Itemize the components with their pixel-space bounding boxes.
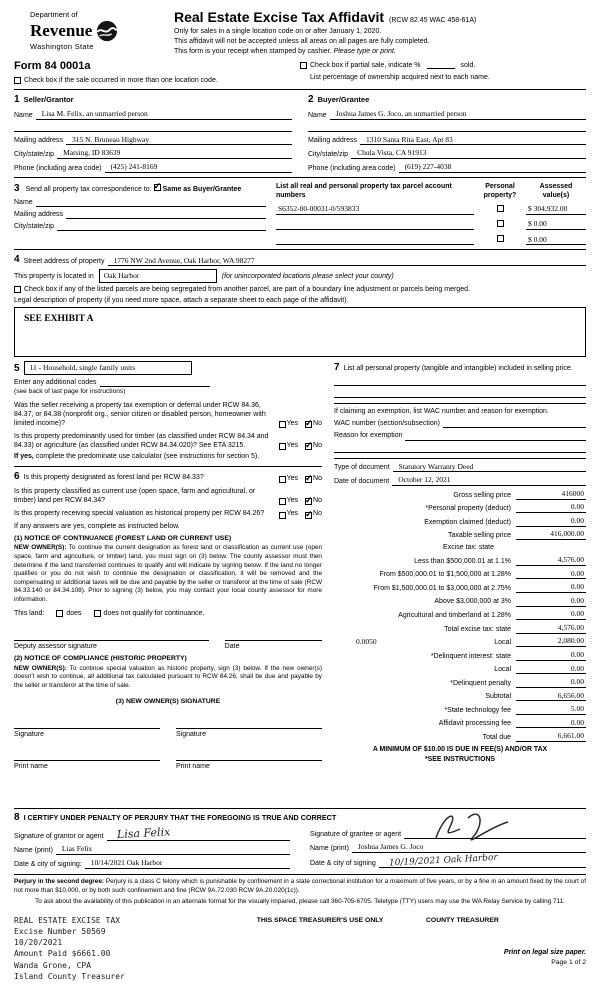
tier3-value[interactable]: 0.00 [516, 582, 586, 593]
personal-property-deduct-row [334, 502, 586, 513]
tier1-row [334, 555, 586, 566]
section-forest-land [14, 466, 322, 771]
gross-selling-price-value[interactable]: 416000 [516, 489, 586, 500]
parcel-row [276, 204, 586, 215]
parcel-3-assessed-field[interactable]: $ 0.00 [526, 235, 586, 246]
stamp-line: REAL ESTATE EXCISE TAX [14, 915, 120, 925]
new-owner-print-1-field[interactable] [14, 751, 160, 761]
header-note-1: Only for sales in a single location code on or after January 1, 2020. [174, 28, 382, 36]
buyer-phone-label: Phone (including area code) [308, 164, 396, 172]
top-options-row [14, 59, 586, 84]
partial-sale-percent-field[interactable] [427, 61, 455, 69]
state-technology-fee-value[interactable]: 5.00 [516, 704, 586, 715]
notice2-title: (2) NOTICE OF COMPLIANCE (HISTORIC PROPERTY) [14, 654, 187, 662]
perjury-body: Perjury is a class C felony which is punishable by confinement in a state correctional institution for a maximum of five years, or by a fine in an amount fixed by the court of not more than $10,000, or by both such confinement and fine (RCW 9A.72.030 RCW 9A.20.020(1c)). [14, 877, 586, 894]
header-note-3 [174, 47, 586, 56]
location-select[interactable]: Oak Harbor [99, 269, 217, 283]
print-legal-note: Print on legal size paper. [503, 948, 586, 956]
parcel-row [276, 219, 586, 230]
seller-name-value: Lisa M. Felix, an unmarried person [41, 108, 148, 118]
total-excise-state-row [334, 623, 586, 634]
state-technology-fee-row [334, 704, 586, 715]
legal-description-box[interactable] [14, 307, 586, 357]
tier2-row [334, 569, 586, 580]
divider [14, 249, 586, 250]
type-of-document-label: Type of document [334, 464, 390, 472]
historic-yes-checkbox[interactable] [279, 512, 286, 519]
delinquent-interest-state-label: *Delinquent interest: state [430, 652, 511, 660]
street-address-label: Street address of property [23, 258, 105, 266]
stamp-line: Amount Paid $6661.00 [14, 949, 111, 959]
header-note-2: This affidavit will not be accepted unless all areas on all pages are fully completed. [174, 38, 430, 46]
partial-sale-checkbox[interactable] [300, 62, 307, 69]
legal-description-label: Legal description of property (if you need more space, attach a separate sheet to each page of the affidavit). [14, 297, 349, 305]
stamp-line: Excise Number 50569 [14, 927, 106, 937]
no-label: No [313, 442, 322, 450]
seller-phone-field[interactable] [105, 162, 292, 173]
agricultural-value[interactable]: 0.00 [516, 609, 586, 620]
tier4-value[interactable]: 0.00 [516, 596, 586, 607]
delinquent-interest-local-value[interactable]: 0.00 [516, 664, 586, 675]
perjury-lead: Perjury in the second degree: [14, 877, 105, 885]
delinquent-penalty-row [334, 677, 586, 688]
buyer-city-value: Chula Vista, CA 91913 [357, 148, 427, 158]
deputy-assessor-row [14, 631, 322, 651]
delinquent-interest-state-value[interactable]: 0.00 [516, 650, 586, 661]
seller-mailing-label: Mailing address [14, 137, 64, 145]
multi-location-checkbox[interactable] [14, 77, 21, 84]
buyer-name-field-2[interactable] [308, 123, 586, 132]
timber-no-checkbox[interactable] [305, 443, 312, 450]
does-label: does [66, 610, 82, 618]
form-title: Real Estate Excise Tax Affidavit [174, 9, 385, 25]
tier1-value[interactable]: 4,576.00 [516, 555, 586, 566]
grantor-print-field[interactable] [56, 844, 290, 855]
deputy-date-label: Date [224, 642, 240, 650]
subtotal-value[interactable]: 6,656.00 [516, 691, 586, 702]
exemption-claimed-value[interactable]: 0.00 [516, 516, 586, 527]
grantor-signature-label: Signature of grantor or agent [14, 833, 104, 841]
reason-exemption-label: Reason for exemption [334, 432, 403, 440]
tier3-row [334, 582, 586, 593]
grantee-signature [418, 811, 518, 841]
parcel-row [276, 234, 586, 245]
seller-buyer-row [14, 93, 586, 173]
correspondence-city-field[interactable] [57, 222, 266, 231]
new-owner-print-2-field[interactable] [176, 751, 322, 761]
notice1-body [14, 544, 322, 604]
yes-label: Yes [286, 419, 299, 427]
buyer-mailing-value: 1310 Santa Rita East, Apt 83 [366, 134, 453, 144]
current-use-question: Is this property classified as current use (open space, farm and agricultural, or timber) land per RCW 84.34? [14, 488, 256, 505]
stamp-line: Island County Treasurer [14, 971, 125, 981]
type-of-document-field[interactable] [393, 462, 586, 473]
grantor-date-value: 10/14/2021 Oak Harbor [90, 858, 163, 868]
buyer-phone-value: (619) 227-4038 [404, 162, 452, 172]
grantor-date-label: Date & city of signing: [14, 860, 82, 868]
subtotal-row [334, 691, 586, 702]
personal-property-field-1[interactable] [334, 377, 586, 386]
section2-number: 2 [308, 93, 314, 105]
exemption-yes-checkbox[interactable] [279, 421, 286, 428]
buyer-phone-field[interactable] [399, 162, 586, 173]
type-of-document-value: Statutory Warranty Deed [398, 461, 474, 471]
assessed-value-header: Assessed value(s) [539, 182, 573, 199]
tier2-value[interactable]: 0.00 [516, 569, 586, 580]
street-address-value: 1776 NW 2nd Avenue, Oak Harbor, WA 98277 [113, 255, 255, 265]
tier2-label: From $500,000.01 to $1,500,000 at 1.28% [379, 571, 511, 579]
signature-label: Signature [176, 731, 206, 739]
new-owner-print-row [14, 751, 322, 771]
section1-title: Seller/Grantor [23, 94, 74, 104]
same-as-buyer-checkbox[interactable] [154, 184, 161, 191]
new-owner-signature-2-field[interactable] [176, 719, 322, 729]
gross-selling-price-row [334, 489, 586, 500]
form-rcw-code: (RCW 82.45 WAC 458-61A) [389, 17, 477, 24]
section7-number: 7 [334, 362, 340, 374]
section8-number: 8 [14, 812, 20, 824]
dor-logo-block [14, 8, 174, 52]
grantee-date-value: 10/19/2021 Oak Harbor [388, 852, 498, 869]
yes-label: Yes [286, 475, 299, 483]
total-due-value[interactable]: 6,661.00 [516, 731, 586, 742]
parcel-1-number-field[interactable]: S6352-00-00031-0/593833 [276, 204, 474, 215]
segregated-label: Check box if any of the listed parcels are being segregated from another parcel, are part of a boundary line adjustment or parcels being merged. [24, 286, 470, 294]
notice2-body-text: To continue special valuation as historic property, sign (3) below. If the new owner(s) doesn't wish to continue, all additional tax calculated pursuant to RCW 84.26, shall be due and payable by the seller or transferor at the time of sale. [14, 664, 322, 689]
signature-label: Signature [14, 731, 44, 739]
exemption-no-checkbox[interactable] [305, 421, 312, 428]
forest-no-checkbox[interactable] [305, 476, 312, 483]
county-treasurer-label: COUNTY TREASURER [426, 916, 499, 924]
taxable-selling-price-row [334, 529, 586, 540]
date-of-document-field[interactable] [392, 475, 586, 486]
washington-state-label: Washington State [30, 41, 94, 51]
treasurer-stamp [14, 915, 214, 982]
parcel-2-personal-checkbox[interactable] [497, 220, 504, 227]
if-yes-label: If yes, [14, 453, 34, 461]
personal-property-deduct-value[interactable]: 0.00 [516, 502, 586, 513]
wac-number-field[interactable] [443, 419, 586, 428]
land-does-not-qualify-checkbox[interactable] [94, 610, 101, 617]
delinquent-interest-state-row [334, 650, 586, 661]
seller-mailing-value: 315 N. Bruneau Highway [72, 134, 150, 144]
agricultural-label: Agricultural and timberland at 1.28% [398, 611, 511, 619]
timber-yes-checkbox[interactable] [279, 443, 286, 450]
seller-phone-value: (425) 241-8169 [110, 162, 158, 172]
buyer-name-label: Name [308, 111, 327, 119]
new-owner-signature-row [14, 719, 322, 739]
new-owners-lead: NEW OWNER(S): [14, 664, 67, 672]
section-buyer [308, 93, 586, 173]
total-due-row [334, 731, 586, 742]
grantee-date-label: Date & city of signing [310, 859, 376, 867]
seller-name-field-2[interactable] [14, 123, 292, 132]
correspondence-name-label: Name [14, 198, 33, 206]
parcel-numbers-header: List all real and personal property tax parcel account numbers [276, 182, 452, 199]
local-tax-row [334, 636, 586, 647]
delinquent-interest-local-label: Local [494, 666, 511, 674]
grantor-date-field[interactable] [85, 858, 290, 869]
delinquent-interest-local-row [334, 664, 586, 675]
excise-tax-state-header: Excise tax: state [443, 544, 494, 552]
agricultural-row [334, 609, 586, 620]
local-tax-label: Local [494, 639, 511, 647]
deputy-assessor-date-field[interactable] [225, 631, 322, 641]
grantee-date-field[interactable] [379, 852, 586, 869]
local-tax-value[interactable]: 2,080.00 [516, 636, 586, 647]
buyer-name-field[interactable] [330, 109, 586, 120]
stamp-line: Wanda Grone, CPA [14, 960, 92, 970]
tier4-row [334, 596, 586, 607]
seller-city-field[interactable] [57, 148, 292, 159]
seller-mailing-field[interactable] [66, 135, 292, 146]
parcel-1-assessed-field[interactable]: $ 304,932.00 [526, 204, 586, 215]
correspondence-name-field[interactable] [36, 198, 266, 207]
parcel-2-number-field[interactable] [276, 221, 474, 230]
tier1-label: Less than $500,000.01 at 1.1% [414, 557, 511, 565]
personal-property-header: Personal property? [483, 182, 517, 199]
header [14, 8, 586, 56]
does-not-label: does not qualify for continuance. [103, 610, 205, 618]
ownership-percentage-note: List percentage of ownership acquired next to each name. [310, 73, 490, 81]
land-does-qualify-checkbox[interactable] [56, 610, 63, 617]
grantee-print-label: Name (print) [310, 844, 349, 852]
grantee-signature-block [310, 827, 586, 869]
total-due-label: Total due [482, 733, 511, 741]
personal-property-deduct-label: *Personal property (deduct) [425, 505, 511, 513]
no-label: No [313, 497, 322, 505]
total-excise-state-value[interactable]: 4,576.00 [516, 623, 586, 634]
additional-codes-label: Enter any additional codes [14, 379, 97, 387]
section3-number: 3 [14, 182, 20, 194]
grantee-signature-label: Signature of grantee or agent [310, 831, 402, 839]
divider [14, 177, 586, 178]
deputy-assessor-label: Deputy assessor signature [14, 642, 97, 650]
seller-city-value: Marsing, ID 83639 [63, 148, 121, 158]
subtotal-label: Subtotal [485, 693, 511, 701]
notice2-body [14, 665, 322, 691]
buyer-mailing-label: Mailing address [308, 137, 358, 145]
notice1-title: (1) NOTICE OF CONTINUANCE (FOREST LAND OR CURRENT USE) [14, 534, 232, 542]
grantee-print-field[interactable] [352, 842, 586, 853]
exemption-note: If claiming an exemption, list WAC number and reason for exemption. [334, 408, 549, 416]
dept-of-label: Department of [30, 10, 78, 19]
legal-description-value: SEE EXHIBIT A [24, 314, 94, 325]
buyer-city-label: City/state/zip [308, 151, 349, 159]
same-as-buyer-label: Same as Buyer/Grantee [162, 185, 242, 193]
section4-number: 4 [14, 254, 20, 266]
section1-number: 1 [14, 93, 20, 105]
grantor-print-label: Name (print) [14, 847, 53, 855]
grantee-signature-field[interactable] [404, 827, 586, 839]
parcel-1-personal-checkbox[interactable] [497, 205, 504, 212]
exemption-claimed-label: Exemption claimed (deduct) [424, 518, 511, 526]
section-personal-property [334, 361, 586, 452]
buyer-name-value: Joshua James G. Joco, an unmarried person [335, 108, 467, 118]
correspondence-mailing-label: Mailing address [14, 210, 64, 218]
this-land-label: This land: [14, 610, 45, 618]
seller-name-label: Name [14, 111, 33, 119]
new-owners-lead: NEW OWNER(S): [14, 544, 67, 552]
print-name-label: Print name [176, 763, 210, 771]
property-use-code-box[interactable]: 11 - Household, single family units [24, 361, 192, 375]
delinquent-penalty-label: *Delinquent penalty [450, 679, 511, 687]
yes-label: Yes [286, 510, 299, 518]
reason-exemption-field-2[interactable] [334, 444, 586, 453]
notice1-body-text: To continue the current designation as forest land or classification as current use (open space, farm and agriculture, or timber) land, you must sign on (3) below. The county assessor must then determine if the land transferred continues to qualify and will indicate by signing below. If the land no longer qualifies or you do not wish to continue the designation or classification, it will be removed and the compensating or additional taxes will be due and payable by the seller or transferor at the time of sale (RCW 84.33.140 or 84.34.108). Prior to signing (3) below, you may contact your local county assessor for more information. [14, 544, 322, 603]
street-address-field[interactable] [108, 256, 587, 267]
footer [14, 907, 586, 982]
segregated-checkbox[interactable] [14, 286, 21, 293]
seller-name-field[interactable] [36, 109, 292, 120]
parcel-3-number-field[interactable] [276, 236, 474, 245]
revenue-wordmark: Revenue [30, 20, 93, 40]
located-in-label: This property is located in [14, 272, 94, 280]
send-correspondence-label: Send all property tax correspondence to: [25, 185, 152, 193]
taxable-selling-price-value[interactable]: 416,000.00 [516, 529, 586, 540]
affidavit-processing-fee-row [334, 718, 586, 729]
partial-sale-label: Check box if partial sale, indicate % [310, 62, 421, 70]
page-number: Page 1 of 2 [551, 958, 586, 966]
correspondence-city-label: City/state/zip [14, 223, 55, 231]
taxable-selling-price-label: Taxable selling price [447, 532, 511, 540]
buyer-city-field[interactable] [351, 148, 586, 159]
see-instructions-note: *SEE INSTRUCTIONS [424, 755, 496, 763]
grantee-print-value: Joshua James G. Joco [357, 842, 424, 852]
multi-location-label: Check box if the sale occurred in more than one location code. [24, 76, 218, 84]
grantor-signature-block [14, 827, 290, 869]
current-use-yes-checkbox[interactable] [279, 498, 286, 505]
unincorporated-note: (for unincorporated locations please select your county) [221, 272, 394, 280]
section6-number: 6 [14, 471, 20, 483]
new-owner-signature-1-field[interactable] [14, 719, 160, 729]
section2-title: Buyer/Grantee [317, 94, 370, 104]
parcel-3-personal-checkbox[interactable] [497, 235, 504, 242]
form-number: Form 84 0001a [14, 60, 91, 73]
historic-question: Is this property receiving special valuation as historical property per RCW 84.26? [14, 510, 265, 518]
affidavit-processing-fee-value[interactable]: 0.00 [516, 718, 586, 729]
tier3-label: From $1,500,000.01 to $3,000,000 at 2.75% [373, 584, 511, 592]
section-seller [14, 93, 292, 173]
forest-yes-checkbox[interactable] [279, 476, 286, 483]
stamp-line: 10/20/2021 [14, 938, 63, 948]
if-any-yes-note: If any answers are yes, complete as instructed below. [14, 522, 180, 530]
no-label: No [313, 475, 322, 483]
date-of-document-label: Date of document [334, 477, 390, 485]
timber-question: Is this property predominantly used for timber (as classified under RCW 84.34 and 84.33) or agriculture (as classified under RCW 84.34.020)? See ETA 3215. [14, 432, 269, 450]
tier4-label: Above $3,000,000 at 3% [434, 598, 511, 606]
total-excise-state-label: Total excise tax: state [444, 625, 511, 633]
no-label: No [313, 419, 322, 427]
treasurer-space-label: THIS SPACE TREASURER'S USE ONLY [256, 916, 384, 924]
predominate-use-note-rest: complete the predominate use calculator (see instructions for section 5). [35, 453, 260, 461]
predominate-use-note [14, 452, 322, 461]
perjury-notice [14, 874, 586, 895]
gross-selling-price-label: Gross selling price [453, 491, 511, 499]
minimum-due-note: A MINIMUM OF $10.00 IS DUE IN FEE(S) AND/OR TAX [372, 745, 548, 753]
delinquent-penalty-value[interactable]: 0.00 [516, 677, 586, 688]
continuance-qualify-row [14, 609, 322, 618]
seller-phone-label: Phone (including area code) [14, 164, 102, 172]
affidavit-processing-fee-label: Affidavit processing fee [438, 720, 511, 728]
print-name-label: Print name [14, 763, 48, 771]
buyer-mailing-field[interactable] [360, 135, 586, 146]
seller-city-label: City/state/zip [14, 151, 55, 159]
reason-exemption-field[interactable] [405, 432, 586, 441]
yes-label: Yes [286, 497, 299, 505]
notice3-title: (3) NEW OWNER(S) SIGNATURE [115, 698, 221, 706]
wac-number-label: WAC number (section/subsection) [334, 420, 440, 428]
additional-codes-note: (see back of last page for instructions) [14, 388, 126, 396]
grantor-print-value: Lias Felix [61, 844, 93, 854]
additional-codes-field[interactable] [100, 378, 210, 387]
no-label: No [313, 510, 322, 518]
section5-number: 5 [14, 362, 20, 374]
certify-statement: I CERTIFY UNDER PENALTY OF PERJURY THAT THE FOREGOING IS TRUE AND CORRECT [23, 813, 337, 823]
document-and-tax-block [334, 462, 586, 765]
parcel-2-assessed-field[interactable]: $ 0.00 [526, 219, 586, 230]
partial-sale-suffix: sold. [460, 62, 476, 70]
exemption-question: Was the seller receiving a property tax exemption or deferral under RCW 84.36, 84.37, or 84.38 (nonprofit org., senior citizen or disabled person, homeowner with limited income)? [14, 401, 266, 427]
exemption-claimed-row [334, 516, 586, 527]
correspondence-mailing-field[interactable] [66, 210, 266, 219]
header-note-3-plain: This form is your receipt when stamped by cashier. [174, 48, 332, 56]
forest-question: Is this property designated as forest land per RCW 84.33? [23, 474, 204, 482]
section-correspondence-parcels [14, 182, 586, 245]
divider [14, 89, 586, 90]
personal-property-field-2[interactable] [334, 389, 586, 398]
header-note-3-italic: Please type or print. [333, 48, 396, 56]
deputy-assessor-signature-field[interactable] [14, 631, 209, 641]
state-technology-fee-label: *State technology fee [444, 706, 511, 714]
parcel-table [276, 182, 586, 245]
section-use-code [14, 361, 322, 461]
alternate-format-note: To ask about the availability of this publication in an alternate format for the visually impaired, please call 360-705-6705. Teletype (TTY) users may use the WA Relay Service by calling 711. [35, 898, 565, 906]
section-property-location [14, 253, 586, 357]
local-rate-value: 0.0050 [356, 637, 377, 647]
current-use-no-checkbox[interactable] [305, 498, 312, 505]
grantor-signature-field[interactable] [107, 827, 290, 841]
personal-property-intro: List all personal property (tangible and intangible) included in selling price. [343, 365, 573, 373]
revenue-logo-icon [96, 20, 118, 42]
historic-no-checkbox[interactable] [305, 512, 312, 519]
divider [334, 458, 586, 459]
divider [334, 403, 586, 404]
date-of-document-value: October 12, 2021 [398, 475, 451, 485]
section-certification [14, 808, 586, 869]
grantor-signature: Lisa Felix [116, 825, 171, 842]
yes-label: Yes [286, 442, 299, 450]
